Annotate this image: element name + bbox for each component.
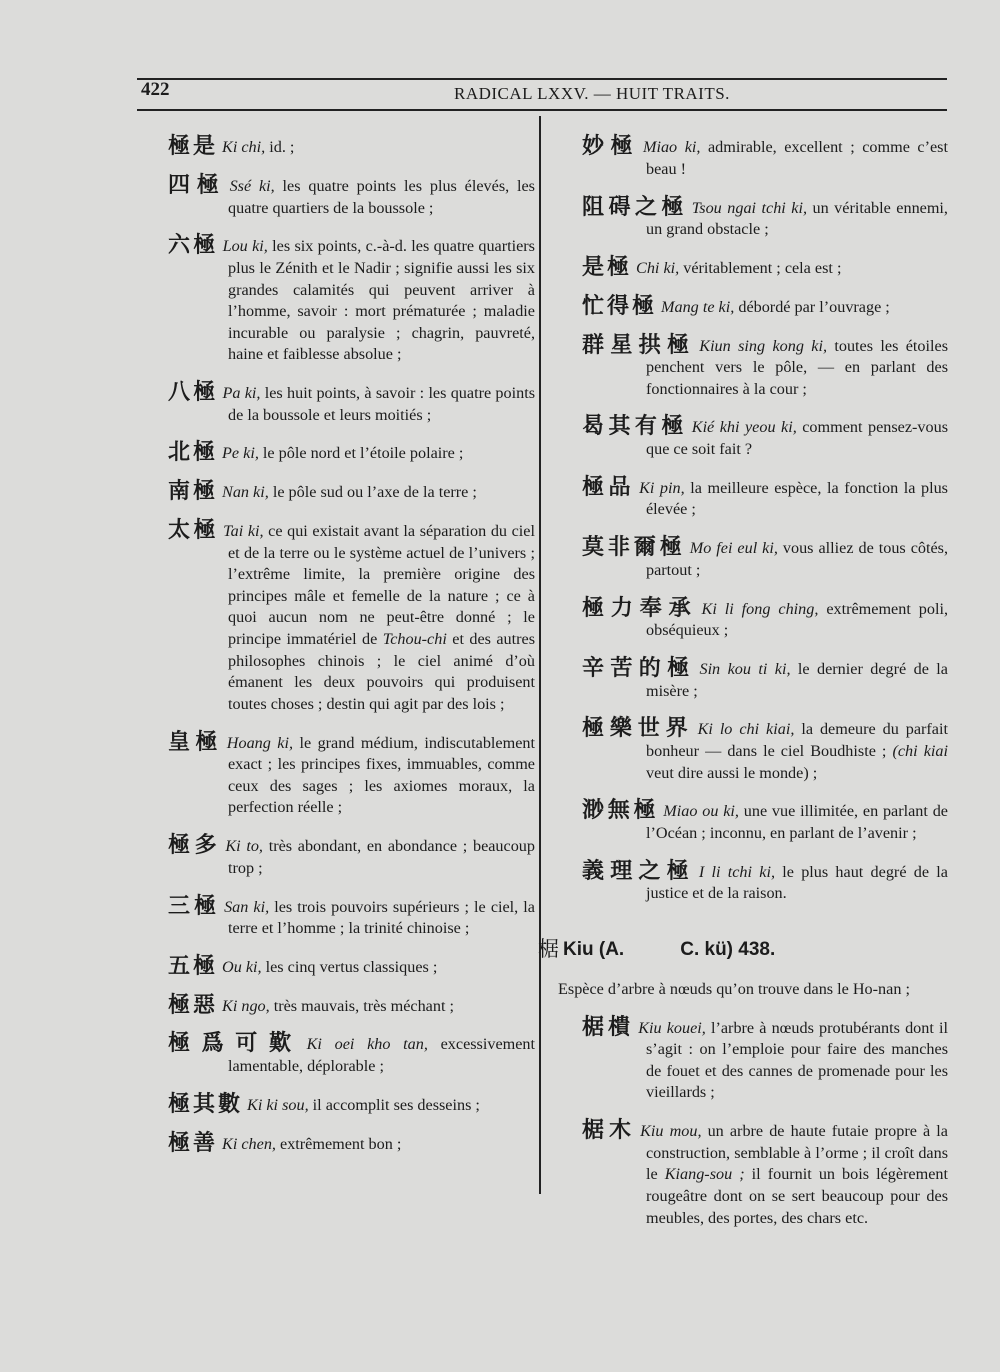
dictionary-entry (580, 136, 948, 180)
dictionary-entry (580, 1120, 948, 1229)
entry-romanization: Ki li fong ching, (701, 599, 819, 618)
entry-definition: les six points, c.-à-d. les quatre quartiers plus le Zénith et le Nadir ; signifie aussi les six grandes calamités qui peuvent arriver à l’homme, savoir : mort prématurée ; maladie incurable ou paralysie ; chagrin, pauvreté, haine et faiblesse absolue ; (228, 237, 535, 364)
entry-characters: 極是 (168, 134, 219, 160)
entry-definition: un véritable ennemi, un grand obstacle ; (646, 198, 948, 239)
dictionary-entry (155, 992, 535, 1018)
entry-romanization: Hoang ki, (226, 733, 294, 752)
entry-characters: 南極 (168, 479, 219, 505)
entry-characters: 太極 (168, 518, 220, 544)
entry-romanization: Mo fei eul ki, (689, 539, 778, 558)
dictionary-entry (580, 416, 948, 460)
entry-definition: le plus haut degré de la justice et de la raison. (646, 862, 948, 903)
dictionary-entry (580, 655, 948, 702)
entry-definition-cont: et des autres philosophes chinois ; le ciel animé d’où émanent les deux pouvoirs qui produisent toutes choses ; destin qui agit par des lois ; (228, 630, 535, 713)
entry-definition-cont: il fournit un bois légèrement rougeâtre dont on se sert beaucoup pour des meubles, des portes, des chars etc. (646, 1165, 948, 1227)
dictionary-entry (580, 474, 948, 521)
entry-characters: 忙得極 (582, 293, 658, 319)
dictionary-entry (580, 194, 948, 241)
entry-characters: 極力奉承 (582, 595, 698, 621)
entry-characters: 極惡 (168, 992, 219, 1018)
dictionary-entry (155, 520, 535, 715)
right-column (538, 120, 948, 1237)
entry-romanization: Mang te ki, (661, 297, 735, 316)
right-column-entries (580, 136, 948, 905)
entry-characters: 渺無極 (582, 798, 660, 824)
entry-romanization: Ki ngo, (222, 996, 270, 1015)
entry-romanization: Nan ki, (222, 483, 269, 502)
section-description: Espèce d’arbre à nœuds qu’on trouve dans le Ho-nan ; (558, 979, 910, 998)
dictionary-entry (580, 800, 948, 844)
dictionary-entry (580, 718, 948, 784)
dictionary-entry (155, 382, 535, 426)
entry-definition: la demeure du parfait bonheur — dans le ciel Boudhiste ; (646, 720, 948, 760)
section-heading (538, 933, 948, 963)
entry-romanization: Kiu kouei, (638, 1018, 706, 1037)
entry-romanization: Tsou ngai tchi ki, (691, 198, 808, 217)
entry-romanization: Ssé ki, (229, 176, 275, 195)
entry-definition: extrêmement bon ; (275, 1134, 402, 1153)
entry-romanization: Ki chen, (222, 1134, 276, 1153)
dictionary-entry (155, 835, 535, 879)
entry-romanization: Ou ki, (222, 957, 262, 976)
entry-romanization: Lou ki, (222, 237, 268, 256)
entry-characters: 極爲可歎 (168, 1031, 303, 1057)
entry-romanization: I li tchi ki, (698, 862, 775, 881)
entry-romanization: Ki ki sou, (247, 1095, 309, 1114)
entry-definition: une vue illimitée, en parlant de l’Océan ; inconnu, en parlant de l’avenir ; (646, 802, 948, 842)
entry-definition: véritablement ; cela est ; (679, 258, 842, 277)
entry-definition: très mauvais, très méchant ; (269, 996, 454, 1015)
entry-romanization: Kié khi yeou ki, (691, 418, 797, 437)
entry-definition: les trois pouvoirs supérieurs ; le ciel, la terre et l’homme ; la trinité chinoise ; (228, 897, 535, 938)
header-rule-top (137, 78, 947, 80)
entry-definition: les huit points, à savoir : les quatre points de la boussole et leurs moitiés ; (228, 384, 535, 424)
entry-definition: les quatre points les plus élevés, les quatre quartiers de la boussole ; (228, 176, 535, 217)
entry-romanization: Ki chi, (222, 138, 266, 157)
entry-definition: comment pensez-vous que ce soit fait ? (646, 418, 948, 459)
entry-romanization: Miao ou ki, (663, 802, 739, 821)
section-character: 椐 (538, 936, 559, 961)
entry-definition: l’arbre à nœuds protubérants dont il s’agit : on l’emploie pour faire des manches de fouet et des cannes de promenade pour les vieillards ; (646, 1018, 948, 1102)
dictionary-entry (155, 893, 535, 940)
dictionary-entry (155, 442, 535, 465)
dictionary-entry (155, 136, 535, 159)
entry-definition: excessivement lamentable, déplorable ; (228, 1035, 535, 1076)
entry-characters: 極樂世界 (582, 716, 694, 742)
entry-definition: ce qui existait avant la séparation du ciel et de la terre ou le système actuel de l’univers ; l’extrême limite, la première origine des principes mâle et femelle de la nature ; ce à quoi aucun nom ne peut-être donné ; le principe immatériel de (228, 522, 535, 648)
entry-romanization: Sin kou ti ki, (699, 659, 791, 678)
entry-definition: vous alliez de tous côtés, partout ; (646, 539, 948, 579)
entry-romanization: San ki, (224, 897, 270, 916)
entry-characters: 六極 (168, 233, 219, 259)
entry-characters: 極其數 (168, 1091, 244, 1117)
dictionary-entry (155, 1033, 535, 1077)
entry-definition: très abondant, en abondance ; beaucoup trop ; (228, 837, 535, 877)
dictionary-entry (580, 293, 948, 319)
entry-definition: les cinq vertus classiques ; (261, 957, 438, 976)
header-rule-bottom (137, 109, 947, 111)
entry-characters: 莫非爾極 (582, 535, 686, 561)
dictionary-entry (155, 172, 535, 219)
entry-definition: id. ; (265, 138, 295, 157)
entry-definition: admirable, excellent ; comme c’est beau ! (646, 138, 948, 178)
entry-romanization-inline: (chi kiai (892, 741, 948, 760)
entry-romanization: Ki lo chi kiai, (697, 720, 795, 739)
entry-definition: le pôle nord et l’étoile polaire ; (258, 444, 464, 463)
dictionary-entry (155, 235, 535, 366)
entry-characters: 阻碍之極 (582, 194, 688, 220)
entry-romanization-inline: Tchou-chi (382, 630, 447, 648)
entry-characters: 皇極 (168, 729, 223, 755)
entry-definition: un arbre de haute futaie propre à la construction, semblable à l’orme ; il croît dans le (646, 1122, 948, 1184)
entry-characters: 辛苦的極 (582, 655, 696, 681)
entry-characters: 五極 (168, 953, 219, 979)
column-divider (539, 116, 541, 1194)
entry-characters: 椐木 (582, 1118, 637, 1144)
entry-characters: 極多 (168, 833, 222, 859)
entry-definition-cont: veut dire aussi le monde) ; (646, 763, 818, 782)
entry-romanization-inline: Kiang-sou ; (664, 1165, 745, 1184)
entry-characters: 曷其有極 (582, 414, 688, 440)
entry-definition: le grand médium, indiscutablement exact ; les principes fixes, immuables, comme ceux des sages ; les axiomes moraux, la perfection réelle ; (228, 733, 535, 817)
section-heading-b: C. kü) 438. (680, 938, 776, 960)
entry-romanization: Kiu mou, (640, 1122, 702, 1141)
left-column (155, 120, 535, 1163)
entry-characters: 八極 (168, 380, 219, 406)
entry-characters: 義理之極 (582, 858, 695, 884)
dictionary-entry (155, 729, 535, 819)
entry-characters: 四極 (168, 172, 226, 198)
entry-romanization: Pa ki, (222, 384, 261, 403)
dictionary-entry (155, 953, 535, 979)
dictionary-entry (580, 332, 948, 401)
entry-characters: 北極 (168, 440, 219, 466)
entry-definition: débordé par l’ouvrage ; (734, 297, 890, 316)
entry-definition: le pôle sud ou l’axe de la terre ; (268, 483, 477, 502)
dictionary-entry (155, 481, 535, 504)
dictionary-entry (580, 858, 948, 905)
dictionary-entry (580, 595, 948, 642)
dictionary-entry (155, 1091, 535, 1117)
entry-characters: 椐樻 (582, 1014, 635, 1040)
entry-characters: 妙極 (582, 134, 639, 160)
dictionary-entry (580, 537, 948, 581)
dictionary-entry (580, 254, 948, 280)
section-entries (580, 1014, 948, 1230)
entry-romanization: Kiun sing kong ki, (699, 336, 828, 355)
entry-romanization: Pe ki, (222, 444, 259, 463)
running-head: RADICAL LXXV. — HUIT TRAITS. (454, 84, 730, 103)
entry-characters: 極品 (582, 474, 636, 500)
dictionary-entry (580, 1014, 948, 1104)
entry-definition: toutes les étoiles penchent vers le pôle, — en parlant des fonctionnaires à la cour ; (646, 336, 948, 398)
entry-romanization: Ki pin, (639, 478, 685, 497)
entry-romanization: Ki to, (225, 837, 263, 856)
entry-romanization: Tai ki, (223, 522, 264, 541)
page-number: 422 (141, 79, 170, 100)
entry-characters: 三極 (168, 893, 221, 919)
entry-characters: 群星拱極 (582, 332, 696, 358)
entry-definition: la meilleure espèce, la fonction la plus élevée ; (646, 478, 948, 519)
entry-romanization: Chi ki, (636, 258, 680, 277)
entry-definition: extrêmement poli, obséquieux ; (646, 599, 948, 640)
entry-characters: 是極 (582, 254, 633, 280)
dictionary-entry (155, 1130, 535, 1156)
entry-romanization: Miao ki, (642, 138, 701, 157)
entry-romanization: Ki oei kho tan, (306, 1035, 428, 1054)
entry-definition: le dernier degré de la misère ; (646, 659, 948, 700)
entry-definition: il accomplit ses desseins ; (308, 1095, 480, 1114)
entry-characters: 極善 (168, 1130, 219, 1156)
section-heading-a: Kiu (A. (563, 938, 625, 960)
